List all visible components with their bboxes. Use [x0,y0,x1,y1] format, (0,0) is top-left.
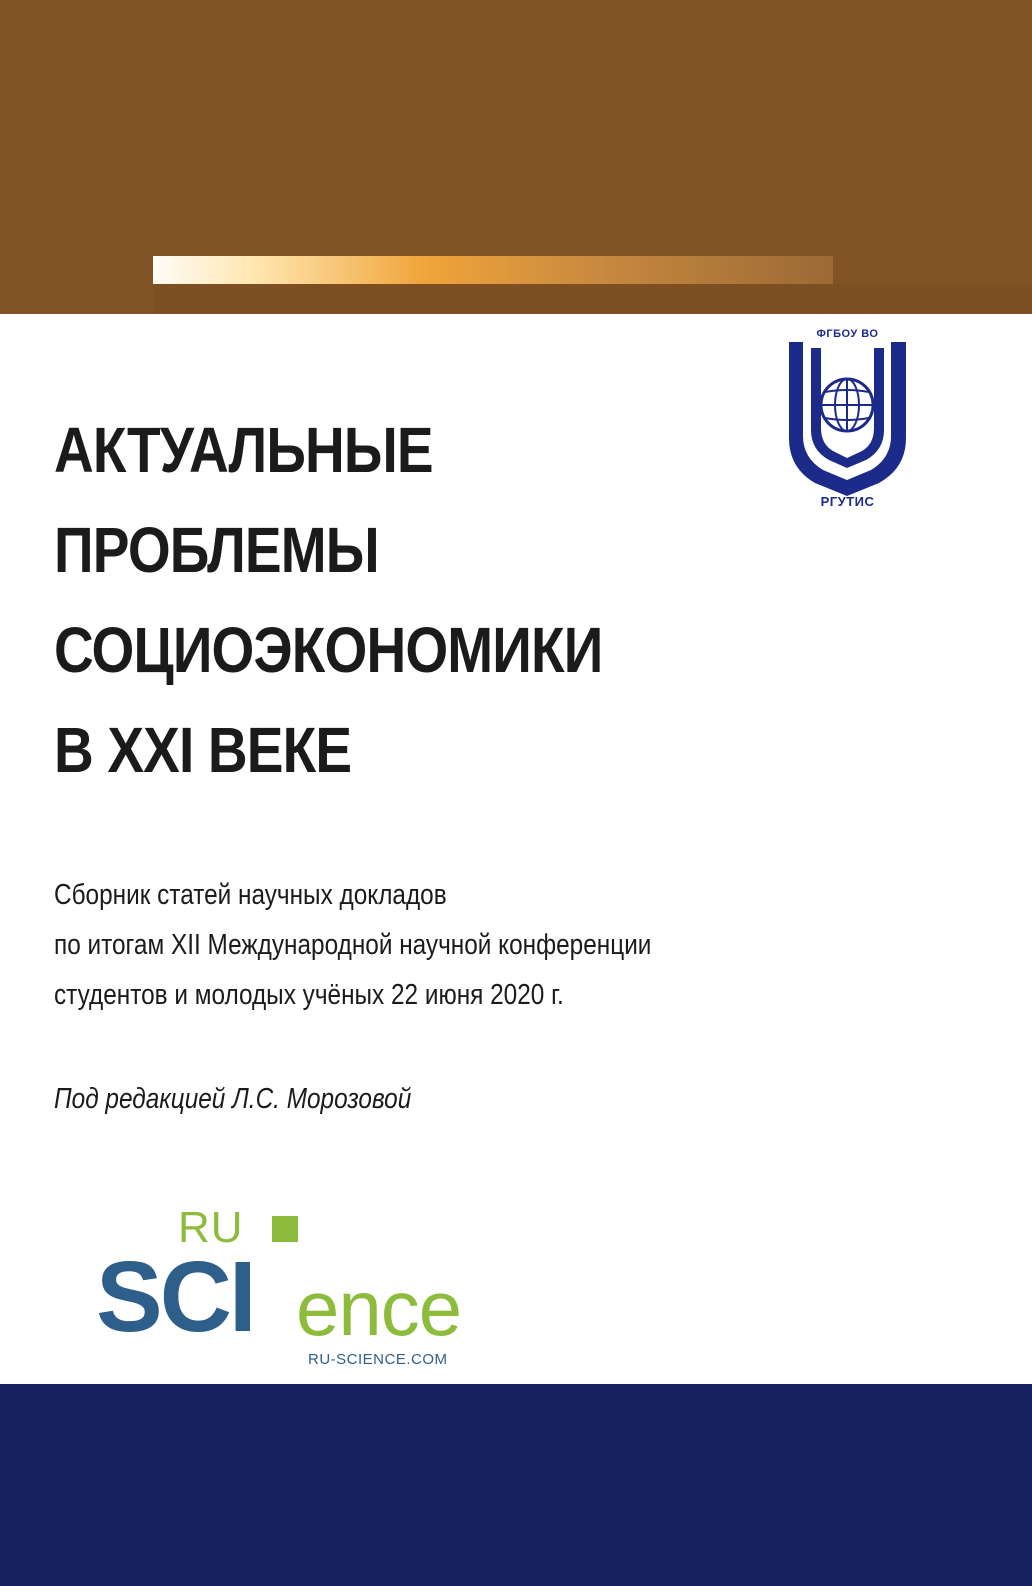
title-line: АКТУАЛЬНЫЕ [54,414,433,486]
emblem-bottom-text: РГУТИС [820,494,875,509]
logo-url-text: RU-SCIENCE.COM [308,1351,448,1368]
university-shield-globe-icon [785,318,910,523]
title-line: ПРОБЛЕМЫ [54,514,379,586]
gradient-stripe [153,256,833,284]
stripe-shadow [153,284,1032,314]
subtitle-line: студентов и молодых учёных 22 июня 2020 г. [54,979,564,1011]
logo-ru-text: RU [178,1203,244,1252]
title-line: СОЦИОЭКОНОМИКИ [54,614,603,686]
editor-credit: Под редакцией Л.С. Морозовой [54,1083,412,1115]
university-emblem [785,318,910,523]
book-subtitle [54,870,810,1020]
logo-sci-text: SCI [96,1241,254,1353]
emblem-top-text: ФГБОУ ВО [816,328,879,340]
logo-square-icon [272,1216,298,1242]
subtitle-line: по итогам XII Международной научной конференции [54,929,652,961]
book-title [54,400,639,800]
subtitle-line: Сборник статей научных докладов [54,879,447,911]
title-line: В XXI ВЕКЕ [54,714,352,786]
publisher-logo [96,1203,516,1373]
bottom-navy-band [0,1384,1032,1586]
logo-ence-text: ence [296,1264,462,1352]
